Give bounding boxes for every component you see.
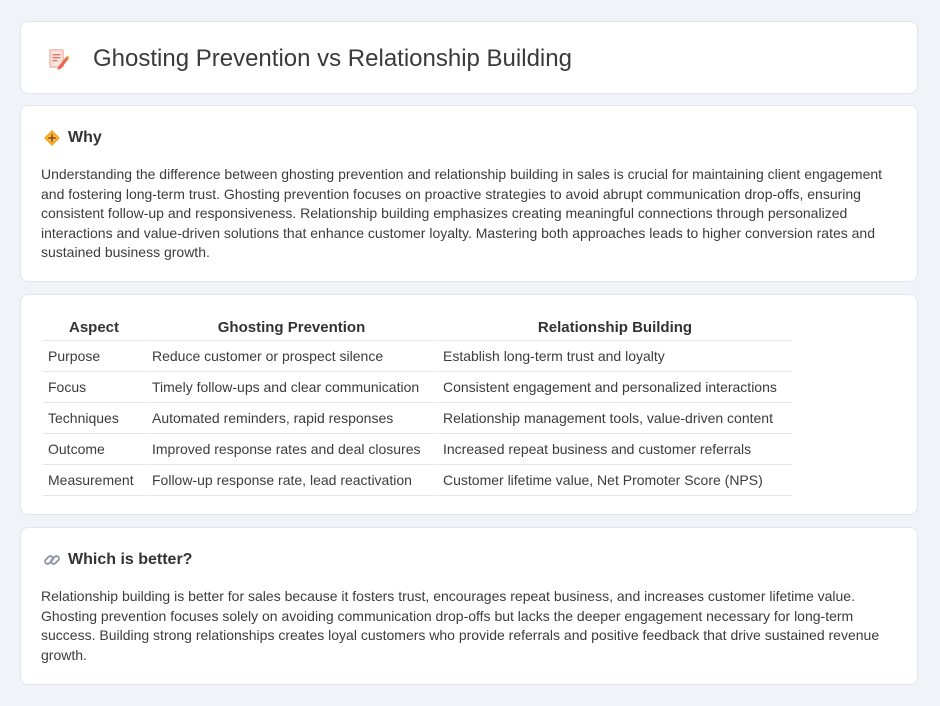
- table-row: [43, 465, 792, 496]
- better-heading-row: [43, 550, 192, 570]
- document-edit-icon: [45, 46, 71, 72]
- comparison-table: [43, 315, 792, 496]
- comparison-card: [20, 294, 918, 515]
- row-ghosting-value: Improved response rates and deal closures: [145, 434, 436, 465]
- why-heading: Why: [68, 129, 102, 146]
- row-relationship-value: Consistent engagement and personalized interactions: [436, 372, 792, 403]
- table-row: [43, 372, 792, 403]
- row-aspect: Measurement: [43, 465, 145, 496]
- column-header-ghosting-prevention: Ghosting Prevention: [145, 315, 436, 341]
- table-row: [43, 434, 792, 465]
- row-aspect: Purpose: [43, 341, 145, 372]
- row-relationship-value: Establish long-term trust and loyalty: [436, 341, 792, 372]
- row-aspect: Techniques: [43, 403, 145, 434]
- row-relationship-value: Relationship management tools, value-driven content: [436, 403, 792, 434]
- row-relationship-value: Increased repeat business and customer referrals: [436, 434, 792, 465]
- why-card: [20, 105, 918, 282]
- table-row: [43, 403, 792, 434]
- page-title: Ghosting Prevention vs Relationship Building: [93, 45, 572, 72]
- link-icon: [43, 551, 61, 569]
- table-row: [43, 341, 792, 372]
- title-row: [45, 44, 572, 74]
- which-better-card: [20, 527, 918, 685]
- column-header-aspect: Aspect: [43, 315, 145, 341]
- why-heading-row: [43, 128, 102, 148]
- diamond-warning-icon: [43, 129, 61, 147]
- row-ghosting-value: Automated reminders, rapid responses: [145, 403, 436, 434]
- row-ghosting-value: Reduce customer or prospect silence: [145, 341, 436, 372]
- column-header-relationship-building: Relationship Building: [436, 315, 792, 341]
- row-aspect: Focus: [43, 372, 145, 403]
- row-ghosting-value: Timely follow-ups and clear communication: [145, 372, 436, 403]
- title-card: [20, 21, 918, 94]
- better-text: Relationship building is better for sales because it fosters trust, encourages repeat business, and increases customer lifetime value. Ghosting prevention focuses solely on avoiding communication drop-offs but lacks the deeper engagement necessary for long-term success. Building strong relationships creates loyal customers who provide referrals and positive feedback that drive sustained revenue growth.: [41, 588, 880, 663]
- row-relationship-value: Customer lifetime value, Net Promoter Score (NPS): [436, 465, 792, 496]
- table-header-row: [43, 315, 792, 341]
- better-heading: Which is better?: [68, 551, 193, 568]
- why-text: Understanding the difference between ghosting prevention and relationship building in sales is crucial for maintaining client engagement and fostering long-term trust. Ghosting prevention focuses on proactive strategies to avoid abrupt communication drop-offs, ensuring consistent follow-up and responsiveness. Relationship building emphasizes creating meaningful connections through personalized interactions and value-driven solutions that enhance customer loyalty. Mastering both approaches leads to higher conversion rates and sustained business growth.: [41, 166, 883, 260]
- row-ghosting-value: Follow-up response rate, lead reactivation: [145, 465, 436, 496]
- row-aspect: Outcome: [43, 434, 145, 465]
